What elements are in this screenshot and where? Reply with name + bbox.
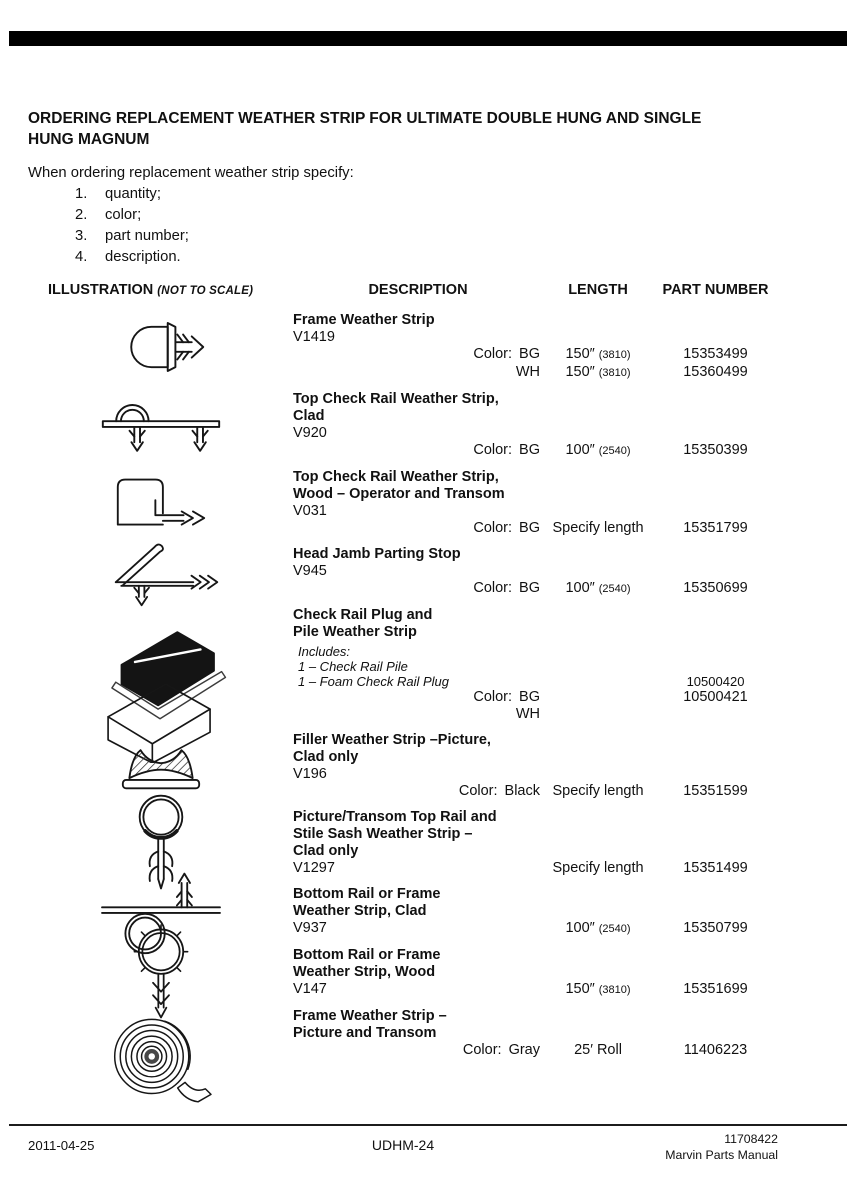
color-value: BG bbox=[519, 520, 540, 536]
length-cell bbox=[543, 886, 653, 903]
length-cell bbox=[543, 546, 653, 563]
description-cell bbox=[293, 312, 543, 329]
part-number: 15350699 bbox=[683, 580, 748, 596]
part-number: 11406223 bbox=[683, 1042, 748, 1058]
table-line bbox=[293, 546, 778, 563]
table-line bbox=[293, 391, 778, 408]
length-cell bbox=[543, 706, 653, 723]
description-cell bbox=[293, 346, 543, 364]
length-cell bbox=[543, 607, 653, 624]
table-line bbox=[293, 503, 778, 520]
part-title-line: Picture/Transom Top Rail and bbox=[293, 809, 497, 825]
description-cell bbox=[293, 843, 543, 860]
length-value: 150″ bbox=[565, 346, 595, 362]
table-row bbox=[28, 809, 778, 877]
illustration-top-check-rail-wood-profile bbox=[28, 469, 293, 537]
description-cell bbox=[293, 809, 543, 826]
table-line bbox=[293, 920, 778, 938]
table-line bbox=[293, 689, 778, 706]
part-title-line: Weather Strip, Wood bbox=[293, 964, 436, 980]
part-number-cell bbox=[653, 947, 778, 964]
length-cell bbox=[543, 580, 653, 598]
table-line bbox=[293, 520, 778, 537]
page-title-line1: ORDERING REPLACEMENT WEATHER STRIP FOR ULTIMATE DOUBLE HUNG AND SINGLE bbox=[28, 110, 702, 127]
color-value: Black bbox=[504, 783, 540, 799]
length-cell bbox=[543, 644, 653, 659]
table-header-row bbox=[28, 281, 778, 300]
part-number-cell bbox=[653, 843, 778, 860]
description-cell bbox=[293, 886, 543, 903]
part-number-cell bbox=[653, 659, 778, 674]
table-line bbox=[293, 607, 778, 624]
color-label: Color: bbox=[473, 442, 513, 458]
table-line bbox=[293, 674, 778, 689]
page-title bbox=[28, 108, 778, 150]
list-item-number: 1. bbox=[75, 186, 88, 202]
part-code: V196 bbox=[293, 766, 327, 782]
part-number-cell bbox=[653, 1025, 778, 1042]
color-label: Color: bbox=[473, 346, 513, 362]
length-cell bbox=[543, 749, 653, 766]
table-line bbox=[293, 843, 778, 860]
part-number: 15351599 bbox=[683, 783, 748, 799]
description-cell bbox=[293, 391, 543, 408]
length-cell bbox=[543, 391, 653, 408]
part-title-line: Picture and Transom bbox=[293, 1025, 437, 1041]
length-cell bbox=[543, 312, 653, 329]
part-number-cell bbox=[653, 425, 778, 442]
length-value: 100″ bbox=[565, 920, 595, 936]
parts-table bbox=[28, 312, 778, 1059]
table-line bbox=[293, 947, 778, 964]
description-cell bbox=[293, 503, 543, 520]
table-line bbox=[293, 886, 778, 903]
column-header-part-number: PART NUMBER bbox=[662, 282, 769, 298]
description-cell bbox=[293, 732, 543, 749]
illustration-picture-transom-sash-profile bbox=[28, 809, 293, 877]
length-cell bbox=[543, 981, 653, 999]
part-number-cell bbox=[653, 1008, 778, 1025]
includes-line: 1 – Check Rail Pile bbox=[298, 659, 408, 674]
length-note: (2540) bbox=[598, 583, 631, 595]
table-row bbox=[28, 312, 778, 382]
part-title-line: Wood – Operator and Transom bbox=[293, 486, 505, 502]
not-to-scale-note: (NOT TO SCALE) bbox=[157, 285, 254, 297]
part-title-line: Pile Weather Strip bbox=[293, 624, 417, 640]
part-title-line: Frame Weather Strip bbox=[293, 312, 435, 328]
length-cell bbox=[543, 860, 653, 877]
list-item-text: quantity; bbox=[105, 186, 161, 202]
part-code: V1297 bbox=[293, 860, 335, 876]
row-lines bbox=[293, 607, 778, 723]
table-row bbox=[28, 947, 778, 999]
table-line bbox=[293, 486, 778, 503]
length-cell bbox=[543, 920, 653, 938]
part-number-cell bbox=[653, 364, 778, 382]
part-number-cell bbox=[653, 766, 778, 783]
part-title-line: Weather Strip, Clad bbox=[293, 903, 427, 919]
part-number-cell bbox=[653, 644, 778, 659]
table-row bbox=[28, 391, 778, 460]
description-cell bbox=[293, 706, 543, 723]
length-note: (2540) bbox=[598, 923, 631, 935]
part-code: V1419 bbox=[293, 329, 335, 345]
row-lines bbox=[293, 809, 778, 877]
illustration-filler-weather-strip-profile bbox=[28, 732, 293, 800]
table-line bbox=[293, 1025, 778, 1042]
part-title-line: Frame Weather Strip – bbox=[293, 1008, 447, 1024]
length-cell bbox=[543, 809, 653, 826]
color-label: Color: bbox=[473, 580, 513, 596]
description-cell bbox=[293, 329, 543, 346]
part-number: 15360499 bbox=[683, 364, 748, 380]
description-cell bbox=[293, 947, 543, 964]
part-number-cell bbox=[653, 783, 778, 800]
column-header-length: LENGTH bbox=[568, 282, 628, 298]
part-title-line: Clad only bbox=[293, 749, 359, 765]
page-title-line2: HUNG MAGNUM bbox=[28, 131, 150, 148]
description-cell bbox=[293, 624, 543, 641]
footer-rule-line bbox=[9, 1124, 847, 1126]
table-line bbox=[293, 1008, 778, 1025]
table-row bbox=[28, 1008, 778, 1059]
description-cell bbox=[293, 580, 543, 598]
part-number-cell bbox=[653, 503, 778, 520]
part-number-cell bbox=[653, 624, 778, 641]
list-item-text: description. bbox=[105, 249, 181, 265]
part-number-cell bbox=[653, 860, 778, 877]
length-cell bbox=[543, 1025, 653, 1042]
table-line bbox=[293, 644, 778, 659]
top-rule-bar bbox=[9, 31, 847, 46]
description-cell bbox=[293, 674, 543, 689]
length-cell bbox=[543, 442, 653, 460]
length-cell bbox=[543, 732, 653, 749]
list-item-number: 2. bbox=[75, 207, 88, 223]
footer-doc-number: 11708422 bbox=[724, 1132, 778, 1146]
table-line bbox=[293, 903, 778, 920]
part-title-line: Check Rail Plug and bbox=[293, 607, 433, 623]
part-number-cell bbox=[653, 981, 778, 999]
part-number-cell bbox=[653, 469, 778, 486]
length-cell bbox=[543, 486, 653, 503]
table-line bbox=[293, 732, 778, 749]
illustration-head-jamb-parting-stop-profile bbox=[28, 546, 293, 598]
part-number: 10500420 bbox=[686, 674, 745, 689]
description-cell bbox=[293, 486, 543, 503]
length-value: Specify length bbox=[552, 860, 644, 876]
part-number-cell bbox=[653, 886, 778, 903]
table-line bbox=[293, 706, 778, 723]
page-content bbox=[28, 108, 778, 1068]
part-code: V147 bbox=[293, 981, 327, 997]
illustration-frame-weather-strip-profile bbox=[28, 312, 293, 382]
footer-manual-name: Marvin Parts Manual bbox=[665, 1147, 778, 1162]
length-cell bbox=[543, 947, 653, 964]
part-number-cell bbox=[653, 442, 778, 460]
description-cell bbox=[293, 689, 543, 706]
part-number-cell bbox=[653, 1042, 778, 1059]
footer-doc-block bbox=[665, 1132, 778, 1163]
table-line bbox=[293, 329, 778, 346]
description-cell bbox=[293, 783, 543, 800]
part-number-cell bbox=[653, 486, 778, 503]
color-value: WH bbox=[515, 364, 540, 380]
part-title-line: Top Check Rail Weather Strip, bbox=[293, 469, 499, 485]
length-cell bbox=[543, 674, 653, 689]
length-note: (3810) bbox=[598, 349, 631, 361]
length-cell bbox=[543, 783, 653, 800]
length-cell bbox=[543, 624, 653, 641]
length-value: Specify length bbox=[552, 783, 644, 799]
list-item-number: 3. bbox=[75, 228, 88, 244]
row-lines bbox=[293, 1008, 778, 1059]
description-cell bbox=[293, 644, 543, 659]
length-value: 150″ bbox=[565, 364, 595, 380]
description-cell bbox=[293, 408, 543, 425]
description-cell bbox=[293, 860, 543, 877]
color-value: WH bbox=[515, 706, 540, 722]
description-cell bbox=[293, 520, 543, 537]
list-item bbox=[28, 184, 778, 205]
row-lines bbox=[293, 391, 778, 460]
part-number-cell bbox=[653, 689, 778, 706]
part-number-cell bbox=[653, 674, 778, 689]
description-cell bbox=[293, 826, 543, 843]
table-line bbox=[293, 346, 778, 364]
length-cell bbox=[543, 563, 653, 580]
length-cell bbox=[543, 1042, 653, 1059]
color-value: BG bbox=[519, 689, 540, 705]
description-cell bbox=[293, 964, 543, 981]
table-line bbox=[293, 981, 778, 999]
list-item bbox=[28, 226, 778, 247]
table-line bbox=[293, 469, 778, 486]
table-line bbox=[293, 1042, 778, 1059]
table-line bbox=[293, 563, 778, 580]
table-line bbox=[293, 659, 778, 674]
illustration-bottom-rail-wood-profile bbox=[28, 947, 293, 999]
color-value: Gray bbox=[508, 1042, 540, 1058]
table-row bbox=[28, 607, 778, 723]
part-number-cell bbox=[653, 903, 778, 920]
part-number-cell bbox=[653, 964, 778, 981]
length-cell bbox=[543, 469, 653, 486]
row-lines bbox=[293, 947, 778, 999]
intro-list bbox=[28, 184, 778, 268]
illustration-check-rail-plug-and-pile bbox=[28, 607, 293, 723]
color-label: Color: bbox=[458, 783, 498, 799]
color-label: Color: bbox=[473, 689, 513, 705]
part-code: V031 bbox=[293, 503, 327, 519]
illustration-top-check-rail-clad-profile bbox=[28, 391, 293, 460]
color-value: BG bbox=[519, 442, 540, 458]
row-lines bbox=[293, 732, 778, 800]
table-row bbox=[28, 469, 778, 537]
part-title-line: Clad bbox=[293, 408, 325, 424]
table-row bbox=[28, 546, 778, 598]
length-value: 25′ Roll bbox=[574, 1042, 622, 1058]
part-number-cell bbox=[653, 563, 778, 580]
part-number-cell bbox=[653, 580, 778, 598]
illustration-header-label: ILLUSTRATION bbox=[48, 282, 154, 298]
length-note: (3810) bbox=[598, 984, 631, 996]
length-cell bbox=[543, 766, 653, 783]
table-line bbox=[293, 425, 778, 442]
part-number: 15350399 bbox=[683, 442, 748, 458]
part-number-cell bbox=[653, 607, 778, 624]
part-title-line: Head Jamb Parting Stop bbox=[293, 546, 461, 562]
part-title-line: Bottom Rail or Frame bbox=[293, 947, 441, 963]
part-number-cell bbox=[653, 706, 778, 723]
part-title-line: Clad only bbox=[293, 843, 359, 859]
includes-line: Includes: bbox=[298, 644, 351, 659]
part-number-cell bbox=[653, 312, 778, 329]
color-value: BG bbox=[519, 580, 540, 596]
part-number-cell bbox=[653, 546, 778, 563]
part-number-cell bbox=[653, 329, 778, 346]
part-number-cell bbox=[653, 408, 778, 425]
length-cell bbox=[543, 826, 653, 843]
table-line bbox=[293, 408, 778, 425]
part-number-cell bbox=[653, 391, 778, 408]
description-cell bbox=[293, 981, 543, 999]
description-cell bbox=[293, 1025, 543, 1042]
row-lines bbox=[293, 886, 778, 938]
color-value: BG bbox=[519, 346, 540, 362]
description-cell bbox=[293, 903, 543, 920]
part-title-line: Top Check Rail Weather Strip, bbox=[293, 391, 499, 407]
part-number: 15351799 bbox=[683, 520, 748, 536]
table-line bbox=[293, 749, 778, 766]
table-line bbox=[293, 860, 778, 877]
part-code: V945 bbox=[293, 563, 327, 579]
description-cell bbox=[293, 920, 543, 938]
table-line bbox=[293, 624, 778, 641]
list-item bbox=[28, 247, 778, 268]
description-cell bbox=[293, 442, 543, 460]
part-number-cell bbox=[653, 920, 778, 938]
row-lines bbox=[293, 312, 778, 382]
color-label: Color: bbox=[462, 1042, 502, 1058]
table-line bbox=[293, 312, 778, 329]
description-cell bbox=[293, 364, 543, 382]
length-value: Specify length bbox=[552, 520, 644, 536]
color-label: Color: bbox=[473, 520, 513, 536]
row-lines bbox=[293, 469, 778, 537]
table-line bbox=[293, 826, 778, 843]
length-value: 100″ bbox=[565, 442, 595, 458]
column-header-illustration bbox=[28, 281, 293, 300]
list-item-text: part number; bbox=[105, 228, 189, 244]
part-number-cell bbox=[653, 520, 778, 537]
table-line bbox=[293, 442, 778, 460]
table-line bbox=[293, 964, 778, 981]
description-cell bbox=[293, 607, 543, 624]
part-number: 15351699 bbox=[683, 981, 748, 997]
length-cell bbox=[543, 503, 653, 520]
footer-date: 2011-04-25 bbox=[28, 1138, 95, 1153]
part-code: V937 bbox=[293, 920, 327, 936]
part-title-line: Filler Weather Strip –Picture, bbox=[293, 732, 491, 748]
length-note: (2540) bbox=[598, 445, 631, 457]
length-note: (3810) bbox=[598, 367, 631, 379]
length-cell bbox=[543, 425, 653, 442]
description-cell bbox=[293, 1042, 543, 1059]
description-cell bbox=[293, 469, 543, 486]
description-cell bbox=[293, 563, 543, 580]
column-header-description: DESCRIPTION bbox=[368, 282, 468, 298]
description-cell bbox=[293, 425, 543, 442]
list-item-number: 4. bbox=[75, 249, 88, 265]
length-cell bbox=[543, 903, 653, 920]
footer-page-code: UDHM-24 bbox=[371, 1137, 435, 1153]
description-cell bbox=[293, 749, 543, 766]
part-title-line: Stile Sash Weather Strip – bbox=[293, 826, 473, 842]
table-row bbox=[28, 732, 778, 800]
table-line bbox=[293, 783, 778, 800]
part-number-cell bbox=[653, 809, 778, 826]
table-line bbox=[293, 364, 778, 382]
part-title-line: Bottom Rail or Frame bbox=[293, 886, 441, 902]
row-lines bbox=[293, 546, 778, 598]
list-item bbox=[28, 205, 778, 226]
part-number: 10500421 bbox=[683, 689, 748, 705]
part-number-cell bbox=[653, 749, 778, 766]
list-item-text: color; bbox=[105, 207, 142, 223]
part-number: 15351499 bbox=[683, 860, 748, 876]
length-cell bbox=[543, 689, 653, 706]
length-cell bbox=[543, 843, 653, 860]
includes-line: 1 – Foam Check Rail Plug bbox=[298, 674, 450, 689]
length-cell bbox=[543, 329, 653, 346]
length-cell bbox=[543, 364, 653, 382]
length-cell bbox=[543, 964, 653, 981]
table-line bbox=[293, 766, 778, 783]
illustration-weather-strip-roll bbox=[28, 1008, 293, 1059]
part-number: 15353499 bbox=[683, 346, 748, 362]
part-code: V920 bbox=[293, 425, 327, 441]
description-cell bbox=[293, 546, 543, 563]
part-number-cell bbox=[653, 732, 778, 749]
length-cell bbox=[543, 520, 653, 537]
description-cell bbox=[293, 766, 543, 783]
description-cell bbox=[293, 659, 543, 674]
length-value: 150″ bbox=[565, 981, 595, 997]
part-number-cell bbox=[653, 346, 778, 364]
table-line bbox=[293, 580, 778, 598]
description-cell bbox=[293, 1008, 543, 1025]
length-cell bbox=[543, 346, 653, 364]
length-value: 100″ bbox=[565, 580, 595, 596]
length-cell bbox=[543, 659, 653, 674]
intro-text: When ordering replacement weather strip specify: bbox=[28, 165, 354, 181]
length-cell bbox=[543, 408, 653, 425]
table-line bbox=[293, 809, 778, 826]
length-cell bbox=[543, 1008, 653, 1025]
part-number-cell bbox=[653, 826, 778, 843]
part-number: 15350799 bbox=[683, 920, 748, 936]
